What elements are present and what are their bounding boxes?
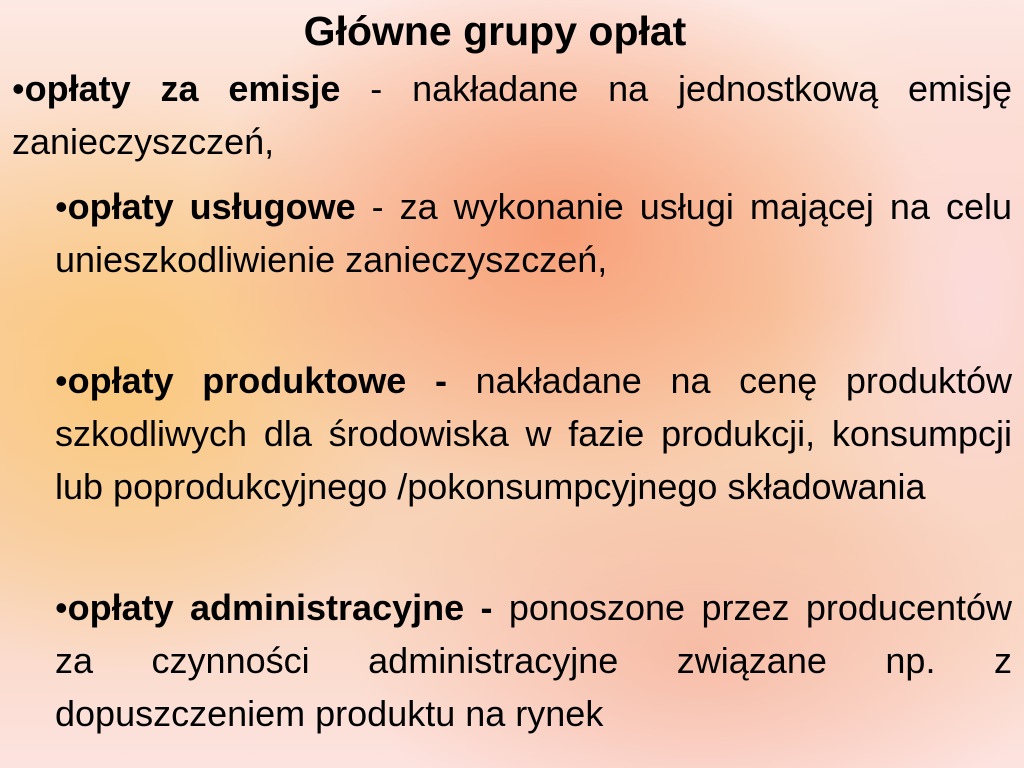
list-item-emission-fees <box>12 62 1012 168</box>
item-description: - nakładane na jednostkową emisję zanieczyszczeń, <box>12 68 1012 162</box>
bullet-icon: • <box>55 587 68 628</box>
term-label: opłaty za emisje <box>24 68 341 109</box>
item-description: nakładane na cenę produktów szkodliwych dla środowiska w fazie produkcji, konsumpcji lub poprodukcyjnego /pokonsumpcyjnego składowania <box>55 360 1012 507</box>
term-label: opłaty produktowe - <box>67 360 447 401</box>
list-item-product-fees <box>55 354 1012 513</box>
item-description: ponoszone przez producentów za czynności administracyjne związane np. z dopuszczeniem produktu na rynek <box>55 587 1013 734</box>
bullet-icon: • <box>55 360 68 401</box>
item-description: - za wykonanie usługi mającej na celu unieszkodliwienie zanieczyszczeń, <box>55 186 1012 280</box>
list-item-service-fees <box>55 180 1012 286</box>
slide-title: Główne grupy opłat <box>303 8 687 54</box>
term-label: opłaty administracyjne - <box>67 587 493 628</box>
list-item-administrative-fees <box>55 581 1012 740</box>
term-label: opłaty usługowe <box>67 186 356 227</box>
bullet-icon: • <box>12 68 25 109</box>
bullet-icon: • <box>55 186 68 227</box>
